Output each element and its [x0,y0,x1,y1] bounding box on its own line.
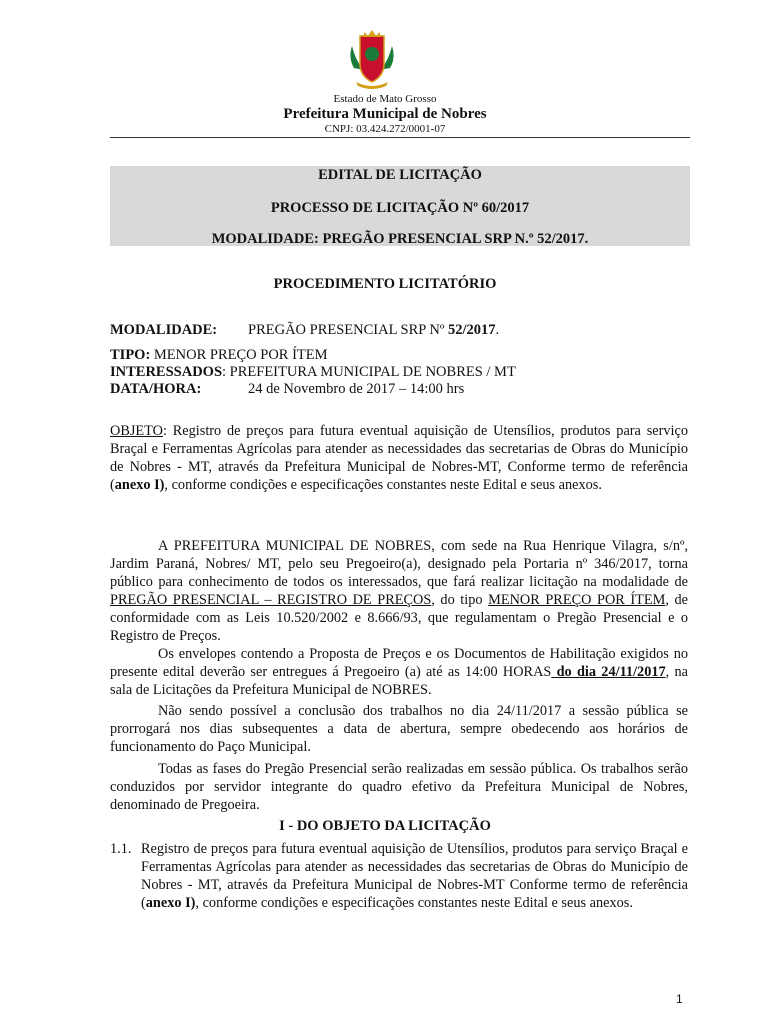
objeto-text: : Registro de preços para futura eventual aquisição de Utensílios, produtos para serviço Braçal e Ferramentas Agrícolas para atender as necessidades das secretarias de Obras do Município de Nobres - MT, através da Prefeitura Municipal de Nobres-MT, Conforme termo de referência ( [110,423,688,493]
header-cnpj: CNPJ: 03.424.272/0001-07 [324,123,446,135]
datahora-label: DATA/HORA: [110,381,202,397]
modalidade-end: . [495,322,500,338]
intro-text: A PREFEITURA MUNICIPAL DE NOBRES, com sede na Rua Henrique Vilagra, s/nº, Jardim Paraná, Nobres/ MT, pelo seu Pregoeiro(a), designado pela Portaria nº 346/2017, torna público para conhecimento de todos os interessados, que fará realizar licitação na modalidade de [110,538,688,590]
envelopes-paragraph [110,645,688,699]
field-modalidade [110,322,500,339]
objeto-paragraph [110,422,688,494]
municipal-crest-logo [346,28,398,90]
modalidade-value-wrap [248,322,499,339]
procedure-title: PROCEDIMENTO LICITATÓRIO [273,276,497,292]
modality-underlined: PREGÃO PRESENCIAL – REGISTRO DE PREÇOS [110,592,432,608]
intro-paragraph [110,537,688,645]
modalidade-number: 52/2017 [448,322,496,338]
type-underlined: MENOR PREÇO POR ÍTEM [488,592,666,608]
intro-text-3: , de conformidade com as Leis 10.520/2002 e 8.666/93, que regulamentam o Pregão Presencial e o Registro de Preços. [110,592,688,644]
item-text [141,840,688,912]
field-interessados [110,364,516,381]
header-divider [110,137,690,138]
tipo-value: MENOR PREÇO POR ÍTEM [150,347,328,363]
field-tipo [110,347,328,364]
envelopes-text: Os envelopes contendo a Proposta de Preços e os Documentos de Habilitação exigidos no presente edital deverão ser entregues á Pregoeiro (a) até as 14:00 HORAS [110,646,688,680]
objeto-text-end: , conforme condições e especificações constantes neste Edital e seus anexos. [164,477,602,493]
modalidade-value: PREGÃO PRESENCIAL SRP Nº [248,322,449,338]
objeto-annex: anexo I) [114,477,165,493]
section-item-1-1 [110,840,688,912]
item-text-end: , conforme condições e especificações constantes neste Edital e seus anexos. [195,895,633,911]
header-prefecture: Prefeitura Municipal de Nobres [283,106,487,122]
interessados-value: : PREFEITURA MUNICIPAL DE NOBRES / MT [222,364,516,380]
objeto-label: OBJETO [110,423,163,439]
session-paragraph: Todas as fases do Pregão Presencial serão realizadas em sessão pública. Os trabalhos serão conduzidos por servidor integrante do quadro efetivo da Prefeitura Municipal de Nobres, denominado de Pregoeira. [110,761,688,813]
edital-banner [110,166,690,246]
intro-text-2: , do tipo [431,592,489,608]
section-title: I - DO OBJETO DA LICITAÇÃO [279,818,491,834]
item-text-body: Registro de preços para futura eventual aquisição de Utensílios, produtos para serviço Braçal e Ferramentas Agrícolas para atender as necessidades das secretarias de Obras do Município de Nobres - MT, através da Prefeitura Municipal de Nobres-MT Conforme termo de referência ( [141,841,688,911]
interessados-label: INTERESSADOS [110,364,223,380]
envelopes-text-end: , na sala de Licitações da Prefeitura Municipal de NOBRES. [110,664,688,698]
banner-title: EDITAL DE LICITAÇÃO [318,167,482,183]
page-number: 1 [676,992,683,1006]
header-state: Estado de Mato Grosso [333,93,437,105]
tipo-label: TIPO: [110,347,151,363]
banner-process: PROCESSO DE LICITAÇÃO Nº 60/2017 [270,200,530,216]
item-annex: anexo I) [145,895,196,911]
item-number: 1.1. [110,841,132,857]
banner-modality: MODALIDADE: PREGÃO PRESENCIAL SRP N.º 52/2017. [211,231,589,247]
extension-paragraph: Não sendo possível a conclusão dos trabalhos no dia 24/11/2017 a sessão pública se prorrogará nos dias subsequentes a data de abertura, sempre obedecendo aos horários de funcionamento do Paço Municipal. [110,703,688,755]
datahora-value: 24 de Novembro de 2017 – 14:00 hrs [248,381,465,397]
field-datahora [110,381,465,398]
deadline-date: do dia 24/11/2017 [551,664,666,680]
modalidade-label: MODALIDADE: [110,322,218,338]
